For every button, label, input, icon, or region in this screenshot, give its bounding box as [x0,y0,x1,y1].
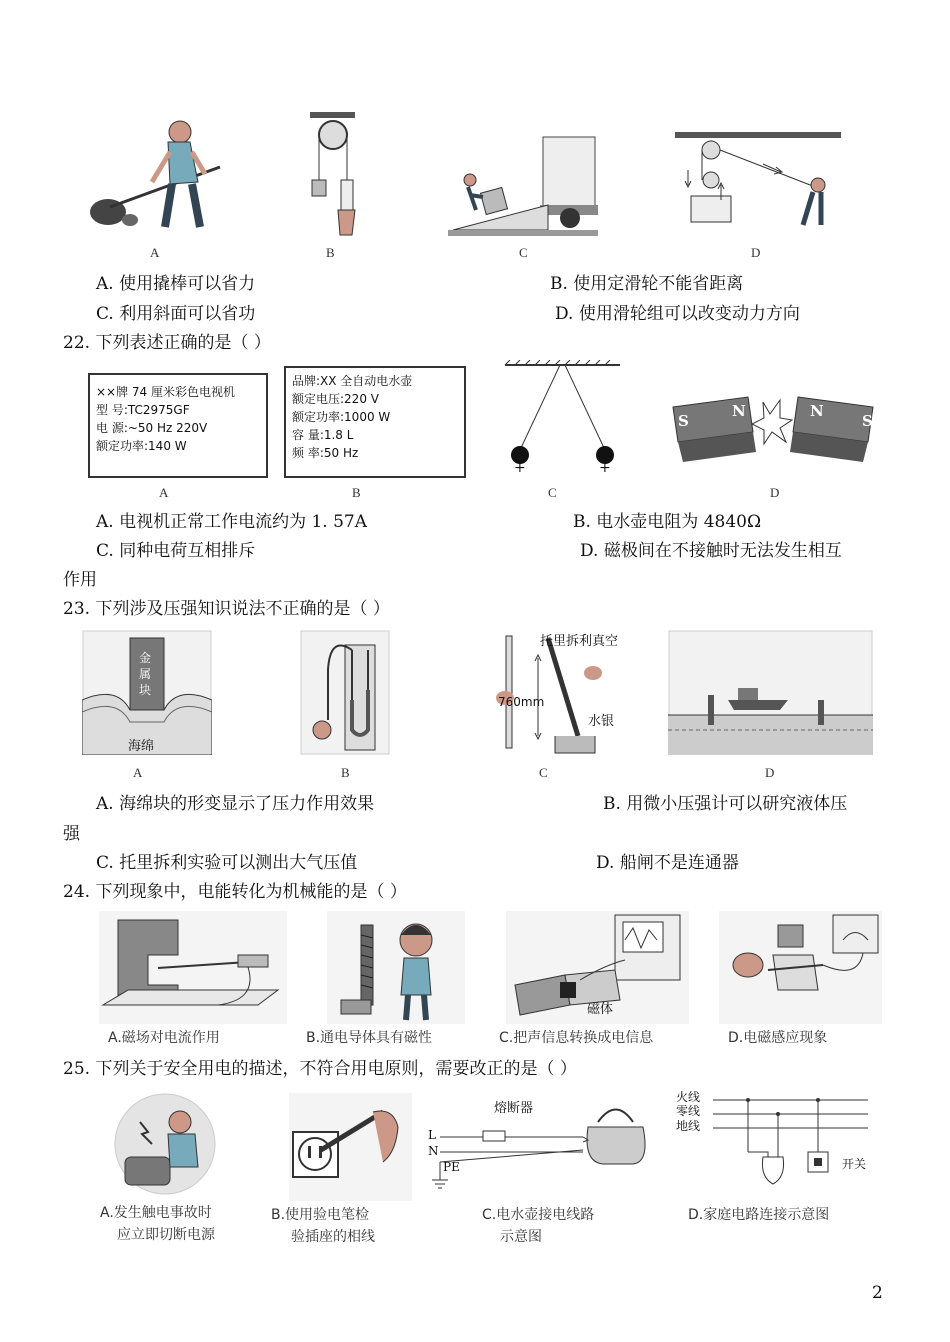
q23-fig-c-vacuum-label: 托里拆利真空 [540,634,619,649]
q22-figure-b-kettle-nameplate [284,366,466,478]
q25-fig-caption-c-line2: 示意图 [500,1229,542,1245]
q23-figure-d-ship-lock [668,630,873,755]
kettle-label-line: 容 量:1.8 L [292,428,354,442]
q24-figure-b-electromagnet [326,910,466,1025]
q23-option-b: B. 用微小压强计可以研究液体压 [603,794,848,814]
q25-fig-c-N-label: N [428,1144,439,1158]
q21-fig-label-c: C [519,245,528,260]
q25-fig-caption-a-line2: 应立即切断电源 [117,1227,215,1243]
q22-option-b: B. 电水壶电阻为 4840Ω [573,512,762,532]
q22-fig-label-d: D [770,485,780,500]
q21-figure-b-fixed-pulley [300,110,370,240]
page-number: 2 [872,1283,883,1303]
q23-option-c: C. 托里拆利实验可以测出大气压值 [96,853,358,873]
q23-option-a: A. 海绵块的形变显示了压力作用效果 [96,794,375,814]
q23-fig-label-c: C [539,765,548,780]
q25-fig-caption-a-line1: A.发生触电事故时 [100,1205,212,1221]
q24-figure-a-magnet-current [98,910,288,1025]
tv-label-line: 型 号:TC2975GF [96,403,190,417]
q25-figure-c-kettle-circuit [428,1092,648,1192]
q22-charge-left: + [514,460,526,476]
q21-option-c: C. 利用斜面可以省功 [96,304,256,324]
q21-figure-c-incline [448,135,598,240]
q24-fig-caption-a: A.磁场对电流作用 [108,1030,220,1046]
q23-fig-a-sponge-label: 海绵 [128,739,155,754]
q24-fig-caption-c: C.把声信息转换成电信息 [499,1030,654,1046]
q23-figure-b-pressure-gauge [300,630,390,755]
q22-figure-a-tv-nameplate [88,373,268,478]
q25-fig-d-switch-label: 开关 [842,1157,867,1171]
q22-fig-label-c: C [548,485,557,500]
q24-fig-caption-d: D.电磁感应现象 [728,1030,828,1046]
q21-option-a: A. 使用撬棒可以省力 [96,274,256,294]
q23-fig-a-block-label: 金属块 [139,651,152,697]
q22-option-a: A. 电视机正常工作电流约为 1. 57A [96,512,368,532]
q22-magnet-label: S [862,412,873,430]
q23-fig-label-a: A [133,765,143,780]
q25-stem: 25. 下列关于安全用电的描述，不符合用电原则，需要改正的是（ ） [63,1059,577,1079]
q24-fig-caption-b: B.通电导体具有磁性 [306,1030,433,1046]
kettle-label-line: 品牌:XX 全自动电水壶 [292,374,413,388]
kettle-label-line: 额定电压:220 V [292,392,379,406]
q25-fig-d-live-label: 火线 [676,1090,701,1104]
q21-fig-label-b: B [326,245,335,260]
q22-stem: 22. 下列表述正确的是（ ） [63,333,271,353]
q25-fig-caption-c-line1: C.电水壶接电线路 [482,1207,595,1223]
q21-fig-label-d: D [751,245,761,260]
q23-fig-label-b: B [341,765,350,780]
q21-option-b: B. 使用定滑轮不能省距离 [550,274,744,294]
q23-fig-c-height-label: 760mm [498,695,545,709]
q24-figure-d-induction [718,910,883,1025]
q25-fig-caption-b-line1: B.使用验电笔检 [271,1207,370,1223]
q22-magnet-label: S [678,412,689,430]
tv-label-line: 电 源:~50 Hz 220V [96,421,208,435]
q25-figure-b-test-pen [288,1092,413,1202]
q22-fig-label-a: A [159,485,169,500]
q24-stem: 24. 下列现象中，电能转化为机械能的是（ ） [63,882,407,902]
q25-fig-c-L-label: L [428,1128,436,1142]
q22-magnet-label: N [810,402,824,420]
q23-stem: 23. 下列涉及压强知识说法不正确的是（ ） [63,599,390,619]
q25-fig-caption-b-line2: 验插座的相线 [291,1229,375,1245]
q21-figure-d-pulley-block [673,130,843,240]
q22-fig-label-b: B [352,485,361,500]
q22-magnet-label: N [732,402,746,420]
kettle-label-line: 额定功率:1000 W [292,410,391,424]
q25-fig-c-fuse-label: 熔断器 [494,1101,534,1116]
q25-fig-d-neutral-label: 零线 [676,1104,701,1118]
q21-option-d: D. 使用滑轮组可以改变动力方向 [555,304,800,324]
q22-option-c: C. 同种电荷互相排斥 [96,541,256,561]
q21-figure-a-crowbar [80,112,230,242]
q24-fig-c-magnet-label: 磁体 [587,1002,614,1017]
q25-fig-c-PE-label: PE [443,1160,460,1174]
q22-option-d: D. 磁极间在不接触时无法发生相互 [580,541,842,561]
q25-fig-caption-d: D.家庭电路连接示意图 [688,1207,830,1223]
q21-fig-label-a: A [150,245,160,260]
q25-fig-d-earth-label: 地线 [676,1119,701,1133]
q23-fig-label-d: D [765,765,775,780]
tv-label-line: 额定功率:140 W [96,439,187,453]
q22-option-d-continued: 作用 [63,570,97,590]
kettle-label-line: 频 率:50 Hz [292,446,359,460]
q23-option-b-continued: 强 [63,824,80,844]
q25-figure-a-shock-rescue [110,1092,220,1197]
q23-option-d: D. 船闸不是连通器 [596,853,739,873]
q22-figure-d-magnets [668,382,883,472]
tv-label-line: ××牌 74 厘米彩色电视机 [96,385,236,399]
q23-fig-c-mercury-label: 水银 [588,714,615,729]
q22-charge-right: + [599,460,611,476]
